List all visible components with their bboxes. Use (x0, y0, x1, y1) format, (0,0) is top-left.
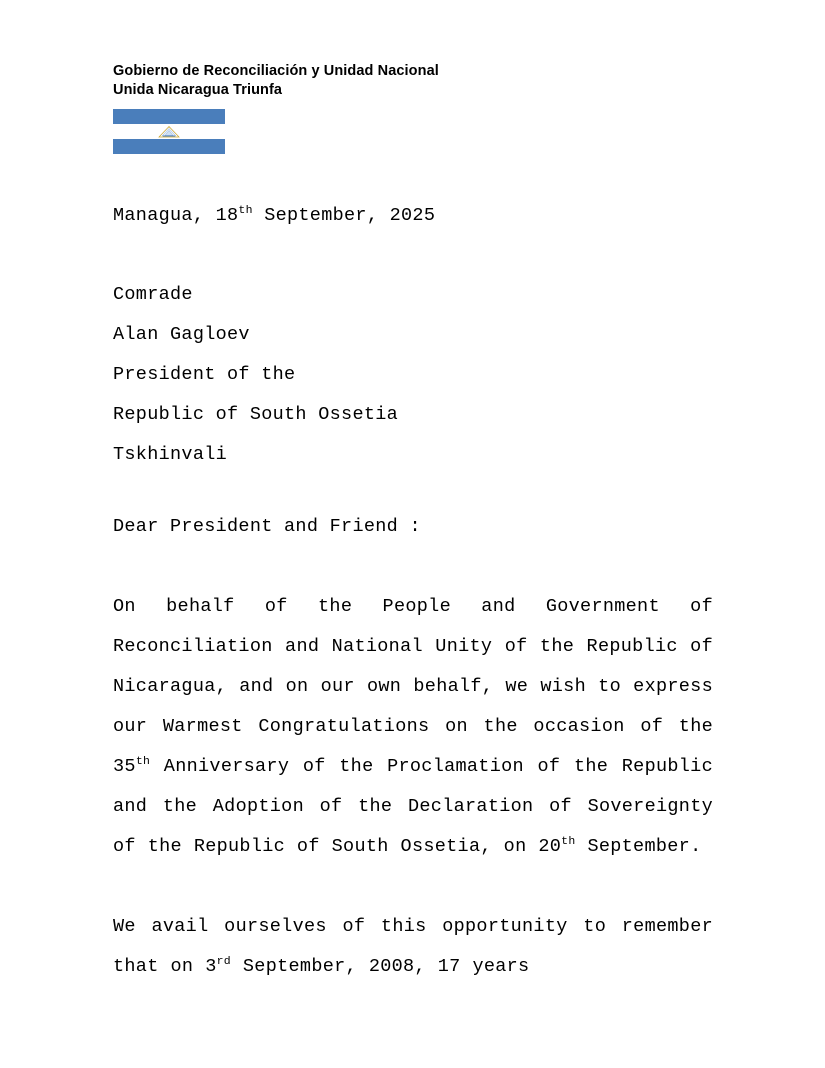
addressee-line-3: President of the (113, 364, 296, 386)
paragraph-1 (113, 587, 713, 867)
paragraph-2-ordinal-1: rd (216, 955, 231, 969)
letterhead (113, 62, 713, 100)
date-rest: September, 2025 (252, 205, 436, 227)
flag-top-stripe (113, 109, 225, 124)
paragraph-2 (113, 907, 713, 987)
paragraph-1-part-2: Anniversary of the Proclamation of the Republic and the Adoption of the Declaration of Sovereignty of the Republic of South Ossetia, on 20 (113, 756, 713, 858)
letterhead-line-1: Gobierno de Reconciliación y Unidad Nacional (113, 63, 439, 79)
addressee-line-4: Republic of South Ossetia (113, 404, 399, 426)
flag-middle-stripe (113, 124, 225, 139)
nicaragua-flag-icon (113, 109, 225, 154)
paragraph-2-part-2: September, 2008, 17 years (231, 956, 530, 978)
addressee-line-1: Comrade (113, 284, 193, 306)
paragraph-1-ordinal-2: th (561, 835, 576, 849)
paragraph-1-part-1: On behalf of the People and Government of Reconciliation and National Unity of the Republic of Nicaragua, and on our own behalf, we wish to express our Warmest Congratulations on the occasion of the 35 (113, 596, 713, 778)
letterhead-line-2: Unida Nicaragua Triunfa (113, 82, 283, 99)
addressee-line-2: Alan Gagloev (113, 324, 250, 346)
paragraph-1-part-3: September. (575, 836, 702, 858)
flag-emblem-icon (158, 125, 180, 138)
salutation: Dear President and Friend : (113, 516, 421, 538)
letter-content (113, 62, 713, 987)
date-city: Managua, 18 (113, 205, 239, 227)
date-ordinal-suffix: th (238, 204, 253, 218)
flag-bottom-stripe (113, 139, 225, 154)
paragraph-2-part-1: We avail ourselves of this opportunity to remember that on 3 (113, 916, 713, 978)
letter-body (113, 196, 713, 987)
addressee-block (113, 275, 713, 475)
paragraph-1-ordinal-1: th (135, 755, 151, 769)
addressee-line-5: Tskhinvali (113, 444, 228, 466)
date-line (113, 196, 713, 236)
